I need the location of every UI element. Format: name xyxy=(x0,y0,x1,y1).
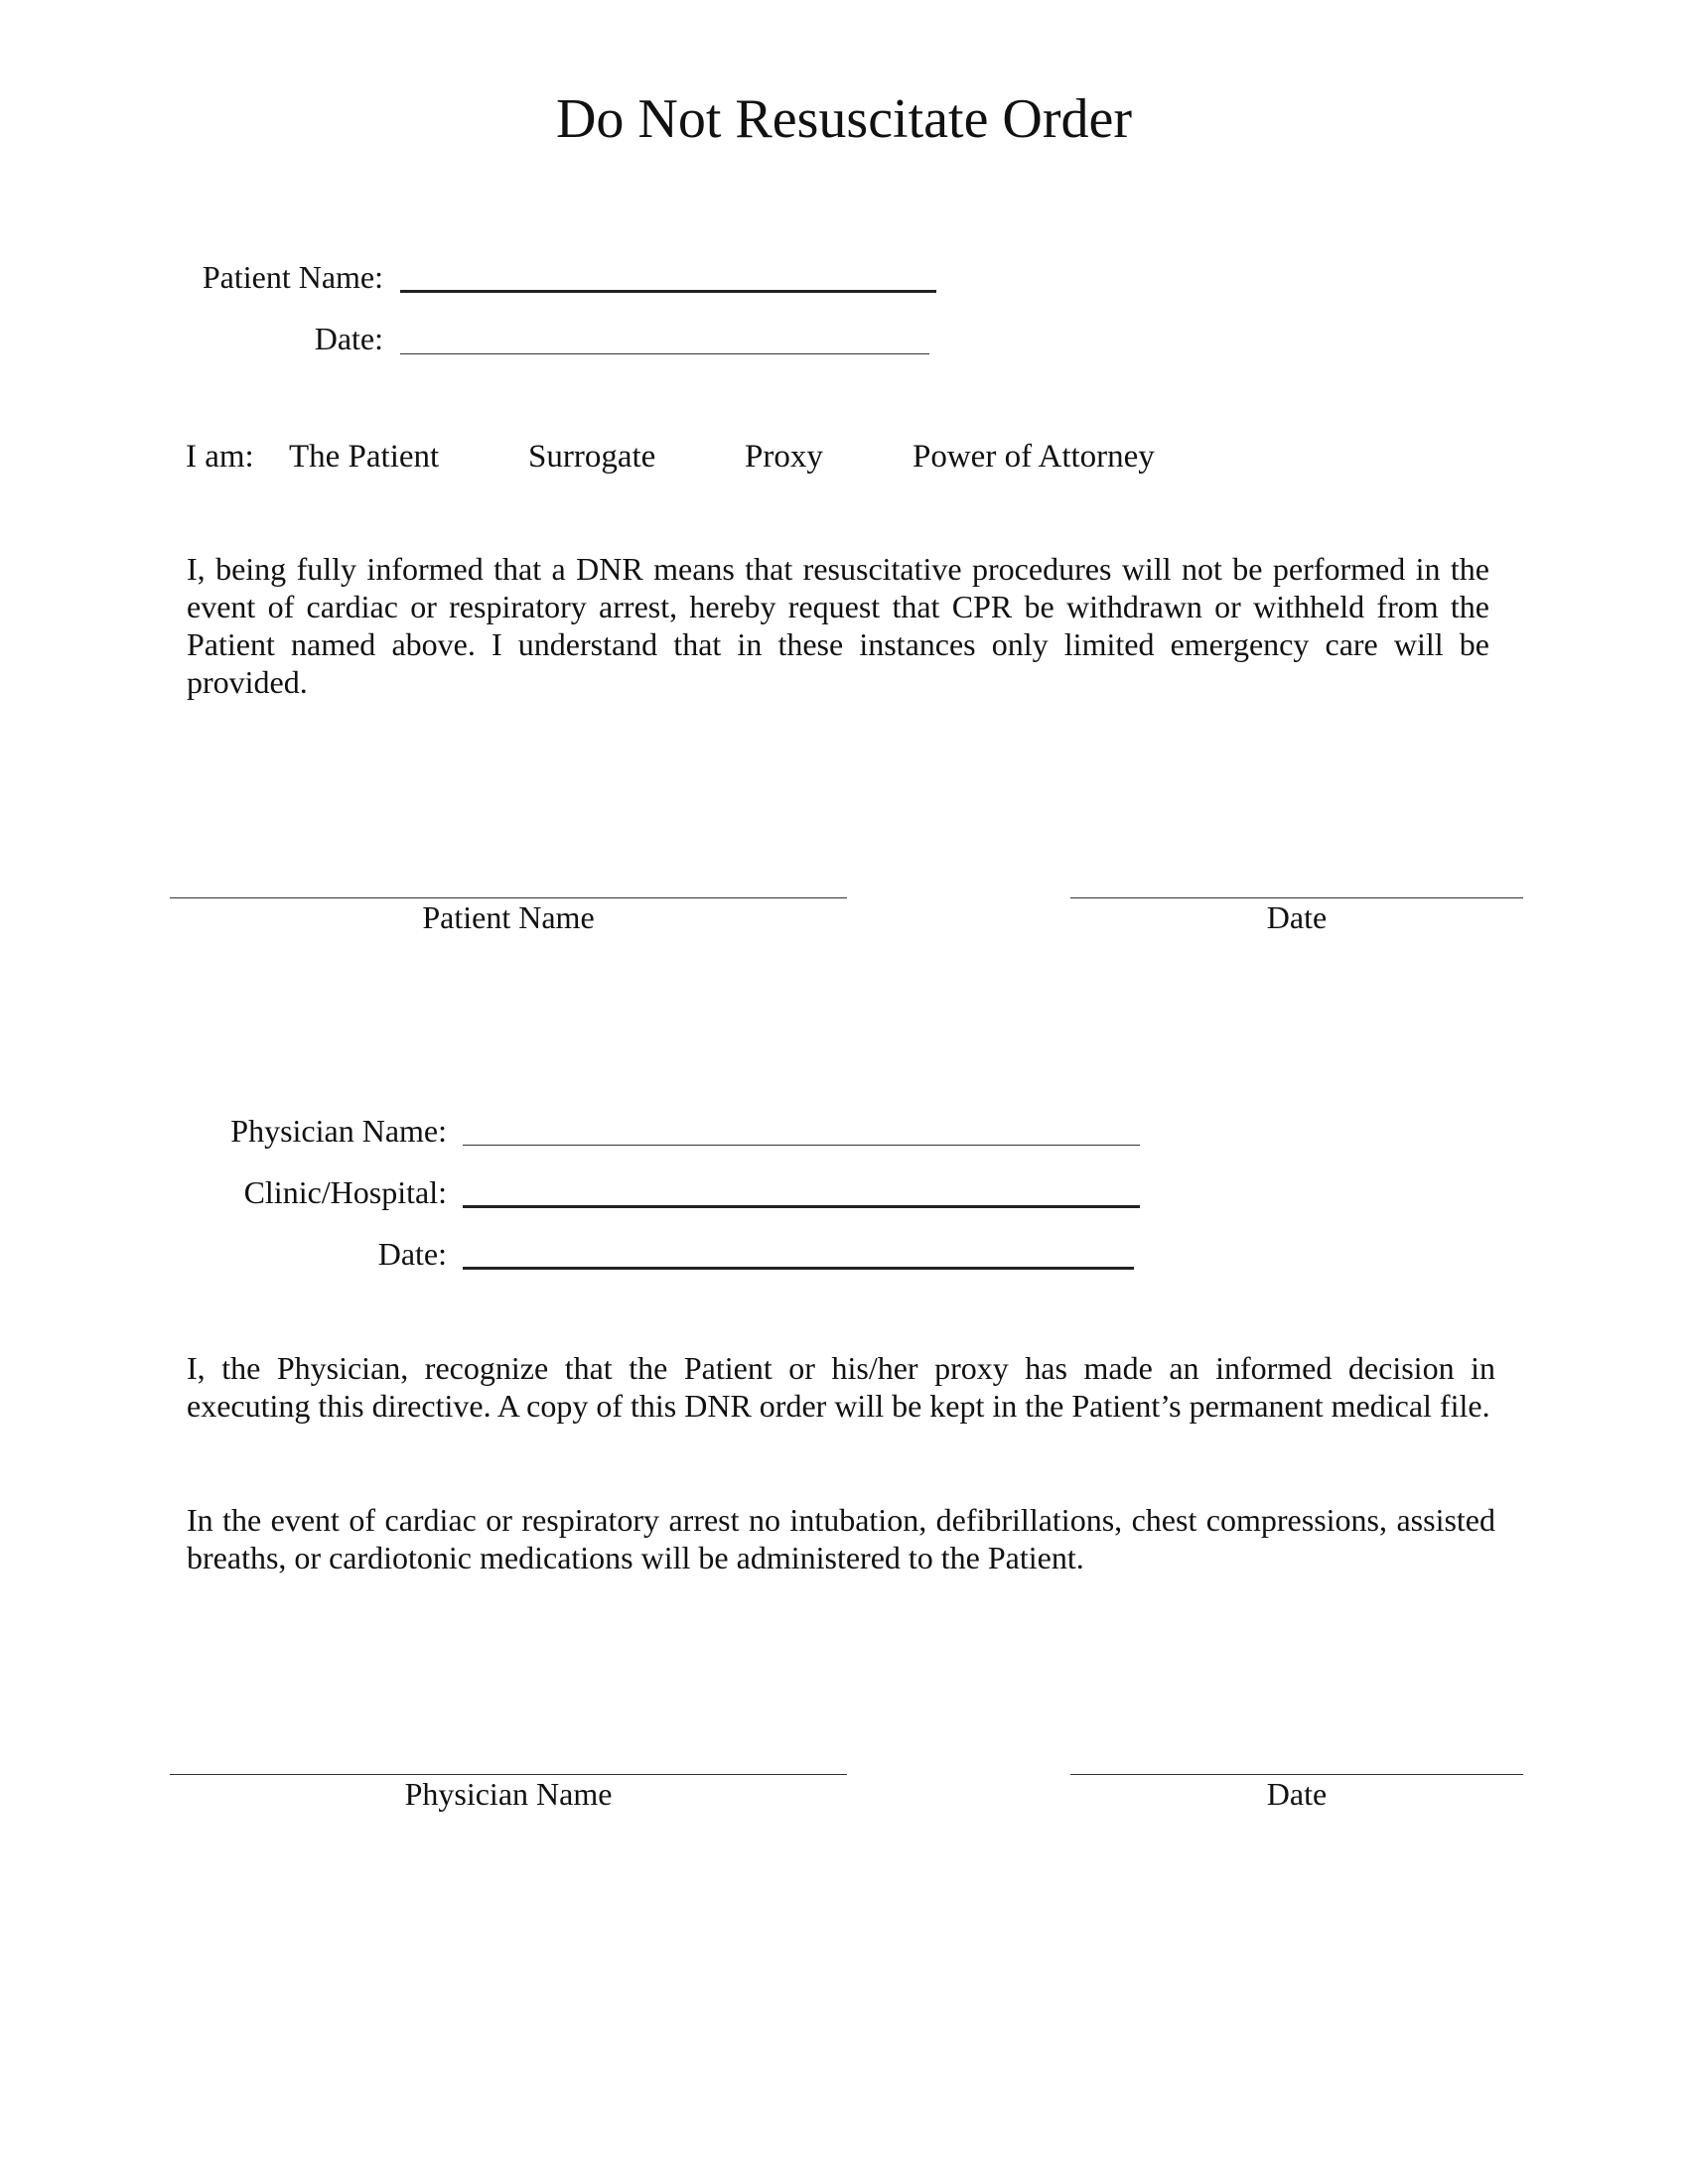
physician-date-field[interactable] xyxy=(463,1267,1134,1270)
patient-signature-caption: Patient Name xyxy=(422,899,595,935)
patient-signature-date-caption: Date xyxy=(1266,899,1328,935)
patient-signature-line[interactable] xyxy=(170,897,847,898)
patient-date-field[interactable] xyxy=(400,353,929,354)
physician-statement: I, the Physician, recognize that the Patient or his/her proxy has made an informed decision in executing this directive. A copy of this DNR order will be kept in the Patient’s permanent medical file. xyxy=(187,1350,1495,1424)
clinic-hospital-label: Clinic/Hospital: xyxy=(243,1174,447,1210)
i-am-label: I am: xyxy=(186,439,254,475)
physician-signature-date-caption: Date xyxy=(1266,1776,1328,1812)
clinic-hospital-field[interactable] xyxy=(463,1205,1140,1208)
physician-signature-line[interactable] xyxy=(170,1774,847,1775)
option-power-of-attorney[interactable]: Power of Attorney xyxy=(913,439,1155,475)
patient-statement: I, being fully informed that a DNR means that resuscitative procedures will not be performed in the event of cardiac or respiratory arrest, hereby request that CPR be withdrawn or withheld from the Patient named above. I understand that in these instances only limited emergency care will be provided. xyxy=(187,551,1489,700)
page-title: Do Not Resuscitate Order xyxy=(555,88,1133,150)
physician-signature-date-line[interactable] xyxy=(1070,1774,1523,1775)
patient-date-label: Date: xyxy=(314,321,383,356)
option-surrogate[interactable]: Surrogate xyxy=(528,439,656,475)
treatment-statement: In the event of cardiac or respiratory arrest no intubation, defibrillations, chest compressions, assisted breaths, or cardiotonic medications will be administered to the Patient. xyxy=(187,1502,1495,1575)
option-the-patient[interactable]: The Patient xyxy=(289,439,440,475)
patient-signature-date-line[interactable] xyxy=(1070,897,1523,898)
option-proxy[interactable]: Proxy xyxy=(745,439,823,475)
physician-name-label: Physician Name: xyxy=(230,1113,447,1149)
physician-date-label: Date: xyxy=(377,1236,447,1272)
patient-name-label: Patient Name: xyxy=(202,259,383,295)
physician-name-field[interactable] xyxy=(463,1145,1140,1146)
physician-signature-caption: Physician Name xyxy=(404,1776,613,1812)
patient-name-field[interactable] xyxy=(400,290,936,293)
